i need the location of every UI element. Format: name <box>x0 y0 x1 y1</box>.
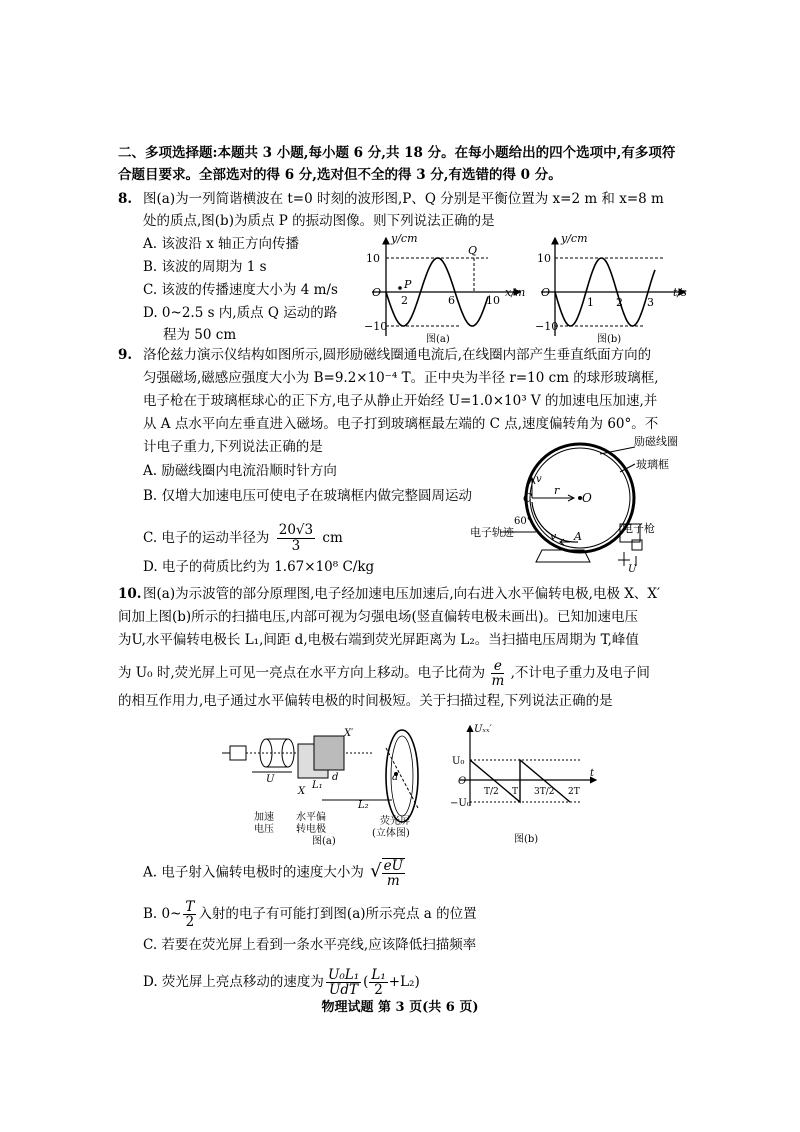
question-9-stem-2: 匀强磁场,磁感应强度大小为 B=9.2×10⁻⁴ T。正中央为半径 r=10 cm 的球形玻璃框, <box>143 370 659 386</box>
angle-label: 60° <box>514 516 532 527</box>
q8-option-a[interactable]: A. 该波沿 x 轴正方向传播 <box>143 236 300 252</box>
point-o-label: O <box>582 491 592 505</box>
fig10b-origin: O <box>458 776 467 787</box>
fig-a-x2: 2 <box>401 294 408 307</box>
label-x: X <box>298 786 306 797</box>
fig-a-xlabel: x/m <box>505 286 526 299</box>
fig-a-caption: 图(a) <box>426 334 450 344</box>
label-d: d <box>332 772 339 783</box>
question-9-stem-5: 计电子重力,下列说法正确的是 <box>143 439 323 455</box>
fig-b-ylabel: y/cm <box>561 232 588 245</box>
question-9-stem-4: 从 A 点水平向左垂直进入磁场。电子打到玻璃框最左端的 C 点,速度偏转角为 60°。不 <box>143 416 659 432</box>
fig10b-ylabel: Uₓₓ′ <box>474 724 492 735</box>
fig-b-origin: O <box>541 286 551 299</box>
q9-figure <box>470 432 695 577</box>
fig-a-x10: 10 <box>486 294 500 307</box>
point-p-marker <box>398 286 402 290</box>
label-screen-2: (立体图) <box>372 828 410 839</box>
fig10a-caption: 图(a) <box>312 836 336 847</box>
cathode <box>230 746 246 760</box>
q10-option-c[interactable]: C. 若要在荧光屏上看到一条水平亮线,应该降低扫描频率 <box>143 937 477 953</box>
glass-label: 玻璃框 <box>636 458 669 471</box>
fig-a-q: Q <box>468 244 478 257</box>
q8-option-d[interactable]: D. 0~2.5 s 内,质点 Q 运动的路 <box>143 305 338 321</box>
fig10b-t: T <box>512 787 519 797</box>
fig-a-ytop: 10 <box>366 252 380 265</box>
question-8-stem-2: 处的质点,图(b)为质点 P 的振动图像。则下列说法正确的是 <box>143 213 495 229</box>
label-screen-1: 荧光屏 <box>380 816 410 827</box>
question-9-number: 9. <box>118 347 133 363</box>
fig10b-tlabel: t <box>590 768 595 779</box>
label-l2: L₂ <box>358 800 369 811</box>
question-10-stem-2: 间加上图(b)所示的扫描电压,内部可视为匀强电场(竖直偏转电极未画出)。已知加速电压 <box>118 609 638 625</box>
fig-b-ytop: 10 <box>537 252 551 265</box>
fig10b-t-three-half: 3T/2 <box>534 787 555 797</box>
fig-a-ybot: −10 <box>364 320 388 333</box>
coil-label: 励磁线圈 <box>634 435 678 448</box>
fig-b-xlabel: t/s <box>673 286 687 299</box>
fig10b-u0: U₀ <box>452 756 465 767</box>
label-u: U <box>266 774 275 785</box>
label-a: a <box>392 772 398 783</box>
page-footer: 物理试题 第 3 页(共 6 页) <box>321 1000 479 1015</box>
q9-option-c[interactable]: C. 电子的运动半径为 $\frac{20√3}{3}$ cm <box>143 522 343 554</box>
section-line-1: 二、多项选择题:本题共 3 小题,每小题 6 分,共 18 分。在每小题给出的四个选项中,有多项符 <box>118 145 676 161</box>
fig-b-t3: 3 <box>647 296 654 309</box>
question-10-number: 10. <box>118 586 142 602</box>
q9-option-a[interactable]: A. 励磁线圈内电流沿顺时针方向 <box>143 463 337 479</box>
fig-a-x6: 6 <box>448 294 455 307</box>
track-label: 电子轨迹 <box>470 526 514 539</box>
fig10b-neg-u0: −U₀ <box>450 798 471 809</box>
q10-figure-b <box>450 722 600 848</box>
fig10b-t-half: T/2 <box>484 787 499 797</box>
q10-option-d[interactable]: D. 荧光屏上亮点移动的速度为 U₀L₁ UdT ( $\frac{\text{L₁}}{2}$ +L₂) <box>143 967 420 998</box>
radius-label: r <box>554 484 560 497</box>
q9-c-denominator: 3 <box>291 538 301 554</box>
q10-option-a[interactable]: A. 电子射入偏转电极时的速度大小为 √ $\frac{eU}{m}$ <box>143 858 403 889</box>
question-10-stem-5: 的相互作用力,电子通过水平偏转电极的时间极短。关于扫描过程,下列说法正确的是 <box>118 693 613 709</box>
q8-option-d-cont: 程为 50 cm <box>163 327 237 343</box>
fig-a-ylabel: y/cm <box>391 232 418 245</box>
q9-c-numerator: 20√3 <box>278 522 314 538</box>
velocity-a-label: v <box>550 530 557 543</box>
question-8-stem-1: 图(a)为一列简谐横波在 t=0 时刻的波形图,P、Q 分别是平衡位置为 x=2 m 和 x=8 m <box>143 191 664 207</box>
fig-b-t2: 2 <box>616 296 623 309</box>
label-deflect-2: 转电极 <box>296 824 326 835</box>
q9-option-b[interactable]: B. 仅增大加速电压可使电子在玻璃框内做完整圆周运动 <box>143 488 473 504</box>
label-accel-2: 电压 <box>254 824 274 835</box>
fig10b-caption: 图(b) <box>514 834 539 845</box>
fig-b-caption: 图(b) <box>597 334 622 344</box>
section-line-2: 合题目要求。全部选对的得 6 分,选对但不全的得 3 分,有选错的得 0 分。 <box>118 167 562 183</box>
voltage-label: U <box>628 564 637 575</box>
question-8-number: 8. <box>118 191 133 207</box>
velocity-c-label: v <box>536 474 542 485</box>
question-10-stem-4: 为 U₀ 时,荧光屏上可见一亮点在水平方向上移动。电子比荷为 $\frac{e}{m}$ ,不计电子重力及电子间 <box>118 658 650 689</box>
q10-figure-a <box>222 718 432 848</box>
question-10-stem-3: 为U,水平偏转电极长 L₁,间距 d,电极右端到荧光屏距离为 L₂。当扫描电压周期为 T,峰值 <box>118 632 639 648</box>
q8-figure-b <box>535 232 695 344</box>
plate-x-prime <box>314 736 344 770</box>
question-10-stem-1: 图(a)为示波管的部分原理图,电子经加速电压加速后,向右进入水平偏转电极,电极 X、X′ <box>143 586 661 602</box>
question-9-stem-3: 电子枪在于玻璃框球心的正下方,电子从静止开始经 U=1.0×10³ V 的加速电压加速,并 <box>143 393 658 409</box>
q8-option-b[interactable]: B. 该波的周期为 1 s <box>143 259 267 275</box>
fig-b-t1: 1 <box>587 296 594 309</box>
q8-option-c[interactable]: C. 该波的传播速度大小为 4 m/s <box>143 282 338 298</box>
point-a-label: A <box>574 530 582 543</box>
label-l1: L₁ <box>312 780 323 791</box>
question-9-stem-1: 洛伦兹力演示仪结构如图所示,圆形励磁线圈通电流后,在线圈内部产生垂直纸面方向的 <box>143 347 652 363</box>
fig-a-origin: O <box>372 286 382 299</box>
fig-a-p: P <box>404 278 412 291</box>
label-deflect-1: 水平偏 <box>296 812 326 823</box>
label-x-prime: X′ <box>344 728 354 739</box>
q8-figure-a <box>360 232 535 344</box>
q10-option-b[interactable]: B. 0~ $\frac{T}{2}$ 入射的电子有可能打到图(a)所示亮点 a 的位置 <box>143 899 477 930</box>
fig10b-t-two: 2T <box>568 787 580 797</box>
point-c-label: C <box>523 491 533 505</box>
gun-label: 电子枪 <box>622 522 655 535</box>
label-accel-1: 加速 <box>254 812 274 823</box>
q9-option-d[interactable]: D. 电子的荷质比约为 1.67×10⁸ C/kg <box>143 559 375 575</box>
fig-b-ybot: −10 <box>535 320 559 333</box>
